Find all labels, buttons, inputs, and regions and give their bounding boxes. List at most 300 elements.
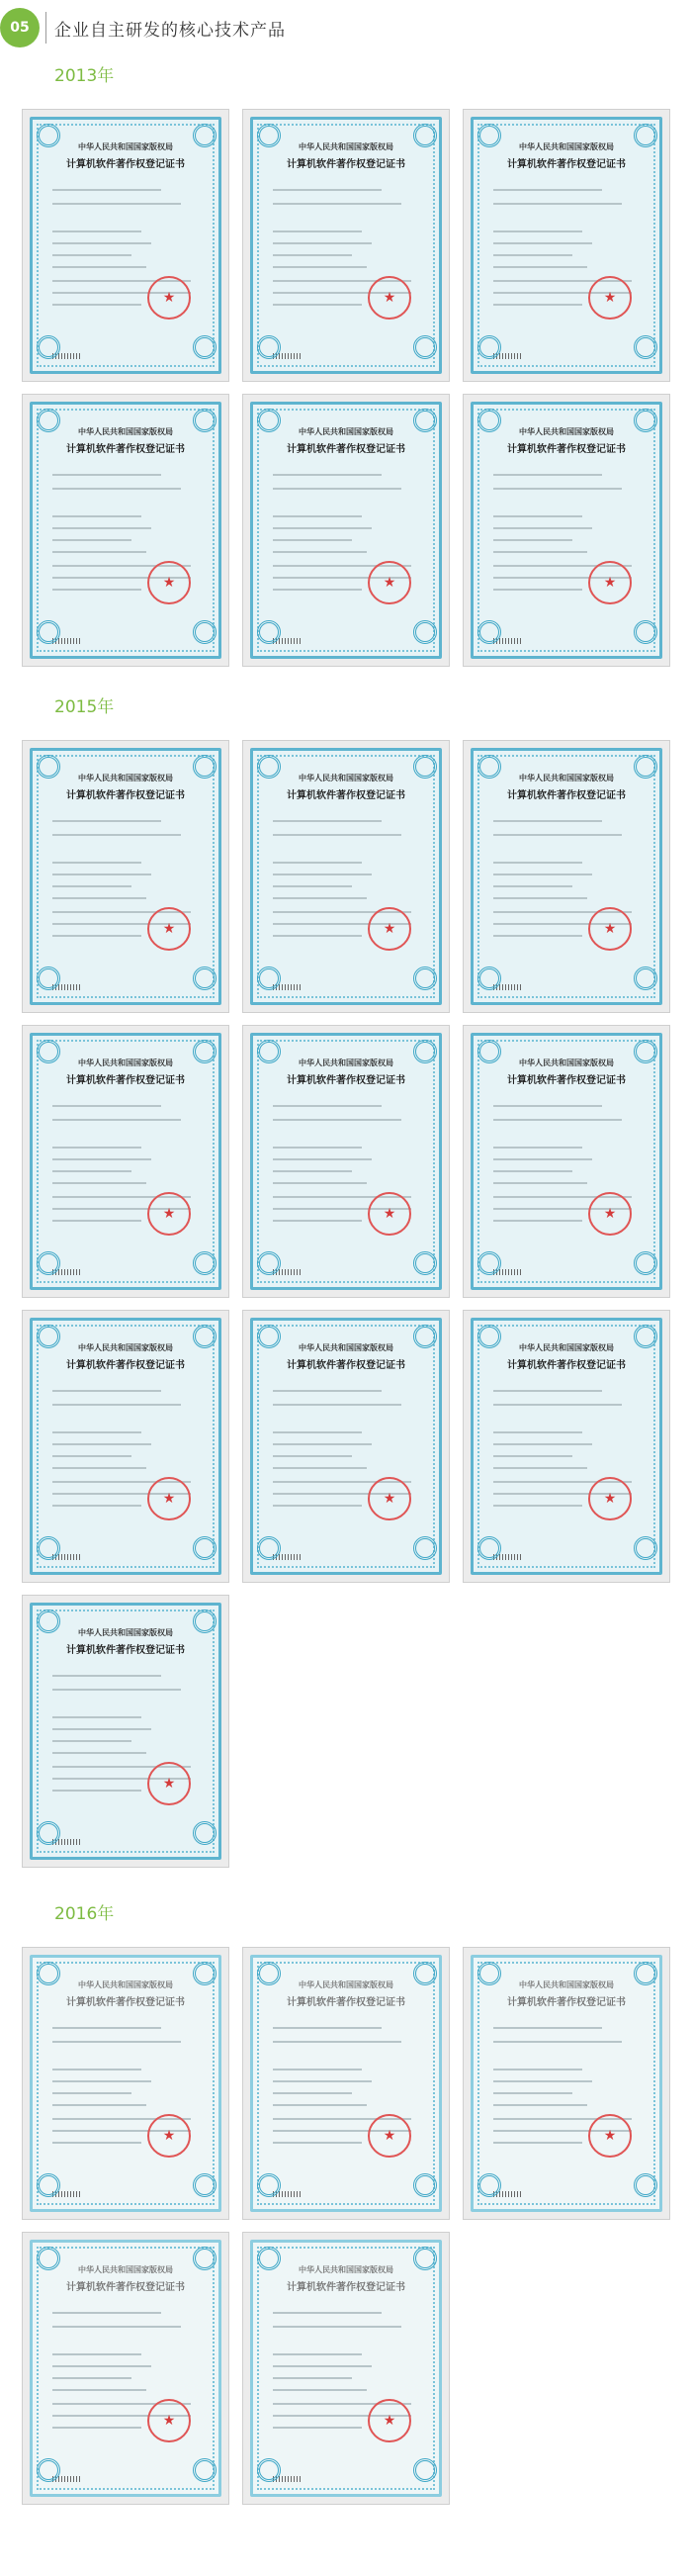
- certificate-text-line: [52, 1443, 151, 1445]
- certificate-image: [250, 1033, 442, 1290]
- certificate-text-line: [52, 1158, 151, 1160]
- certificate-text-line: [493, 820, 602, 822]
- certificate-text-line: [52, 2027, 161, 2029]
- official-seal-icon: ★: [588, 276, 632, 320]
- certificate-text-line: [493, 874, 592, 875]
- certificate-text-line: [493, 2080, 592, 2082]
- certificate-text-line: [273, 862, 362, 864]
- certificate-text-line: [52, 1752, 146, 1754]
- certificate-issuer: 中华人民共和国国家版权局: [519, 1980, 614, 1989]
- certificate-text-line: [52, 589, 141, 591]
- certificate-text-line: [52, 897, 146, 899]
- official-seal-icon: ★: [147, 2114, 191, 2158]
- decorative-corner-icon: [477, 1040, 501, 1063]
- certificate-title: 计算机软件著作权登记证书: [507, 444, 626, 455]
- certificate-issuer: 中华人民共和国国家版权局: [519, 774, 614, 782]
- certificate-text-line: [493, 1404, 622, 1406]
- certificate-text-line: [52, 1790, 141, 1792]
- certificate-text-line: [52, 874, 151, 875]
- certificate-card[interactable]: [463, 1025, 670, 1298]
- certificate-card[interactable]: [242, 2232, 450, 2505]
- certificate-title: 计算机软件著作权登记证书: [287, 790, 405, 801]
- certificate-title: 计算机软件著作权登记证书: [287, 444, 405, 455]
- certificate-issuer: 中华人民共和国国家版权局: [78, 1628, 173, 1637]
- certificate-text-line: [273, 1119, 401, 1121]
- certificate-text-line: [493, 834, 622, 836]
- certificate-image: [30, 117, 221, 374]
- decorative-corner-icon: [477, 335, 501, 359]
- certificate-title: 计算机软件著作权登记证书: [66, 2282, 185, 2293]
- certificate-text-line: [273, 515, 362, 517]
- certificate-text-line: [52, 189, 161, 191]
- certificate-card[interactable]: [463, 1310, 670, 1583]
- certificate-issuer: 中华人民共和国国家版权局: [519, 427, 614, 436]
- decorative-corner-icon: [193, 1610, 216, 1633]
- certificate-image: [30, 2240, 221, 2497]
- decorative-corner-icon: [413, 1251, 437, 1275]
- decorative-corner-icon: [37, 966, 60, 990]
- certificate-text-line: [52, 230, 141, 232]
- certificate-text-line: [273, 488, 401, 490]
- certificate-text-line: [493, 885, 572, 887]
- certificate-text-line: [493, 2069, 582, 2070]
- official-seal-icon: ★: [147, 1192, 191, 1236]
- certificate-card[interactable]: [242, 109, 450, 382]
- decorative-corner-icon: [257, 409, 281, 432]
- certificate-card[interactable]: [242, 394, 450, 667]
- decorative-corner-icon: [193, 1821, 216, 1845]
- decorative-corner-icon: [37, 2458, 60, 2482]
- year-heading: 2013年: [54, 66, 115, 86]
- decorative-corner-icon: [193, 1536, 216, 1560]
- certificate-title: 计算机软件著作权登记证书: [66, 444, 185, 455]
- certificate-text-line: [52, 1467, 146, 1469]
- certificate-text-line: [273, 203, 401, 205]
- year-heading: 2016年: [54, 1904, 115, 1924]
- certificate-text-line: [52, 2353, 141, 2355]
- decorative-corner-icon: [193, 1251, 216, 1275]
- certificate-text-line: [273, 1505, 362, 1507]
- certificate-text-line: [52, 935, 141, 937]
- certificate-text-line: [52, 539, 131, 541]
- certificate-title: 计算机软件著作权登记证书: [66, 159, 185, 170]
- certificate-text-line: [273, 2041, 401, 2043]
- certificate-text-line: [493, 1182, 587, 1184]
- certificate-text-line: [52, 2092, 131, 2094]
- certificate-text-line: [52, 2377, 131, 2379]
- certificate-title: 计算机软件著作权登记证书: [66, 790, 185, 801]
- decorative-corner-icon: [413, 966, 437, 990]
- certificate-text-line: [273, 2104, 367, 2106]
- certificate-text-line: [273, 885, 352, 887]
- certificate-text-line: [493, 242, 592, 244]
- certificate-text-line: [273, 551, 367, 553]
- decorative-corner-icon: [257, 1325, 281, 1348]
- certificate-text-line: [52, 474, 161, 476]
- certificate-issuer: 中华人民共和国国家版权局: [299, 774, 393, 782]
- certificate-image: [250, 2240, 442, 2497]
- certificate-title: 计算机软件著作权登记证书: [287, 1997, 405, 2008]
- official-seal-icon: ★: [368, 2114, 411, 2158]
- certificate-text-line: [52, 2365, 151, 2367]
- certificate-text-line: [273, 2427, 362, 2429]
- certificate-text-line: [273, 589, 362, 591]
- certificate-title: 计算机软件著作权登记证书: [507, 790, 626, 801]
- certificate-text-line: [273, 2353, 362, 2355]
- certificate-text-line: [273, 2080, 372, 2082]
- certificate-text-line: [52, 2142, 141, 2144]
- certificate-text-line: [52, 2312, 161, 2314]
- certificate-image: [30, 1603, 221, 1860]
- certificate-text-line: [52, 2080, 151, 2082]
- certificate-text-line: [273, 1105, 382, 1107]
- decorative-corner-icon: [413, 1536, 437, 1560]
- certificate-issuer: 中华人民共和国国家版权局: [78, 1058, 173, 1067]
- decorative-corner-icon: [634, 1325, 657, 1348]
- certificate-card[interactable]: [463, 394, 670, 667]
- certificate-title: 计算机软件著作权登记证书: [66, 1997, 185, 2008]
- certificate-image: [250, 748, 442, 1005]
- certificate-text-line: [273, 2027, 382, 2029]
- certificate-issuer: 中华人民共和国国家版权局: [519, 1058, 614, 1067]
- certificate-text-line: [493, 474, 602, 476]
- certificate-text-line: [52, 1716, 141, 1718]
- certificate-text-line: [273, 242, 372, 244]
- certificate-card[interactable]: [463, 740, 670, 1013]
- decorative-corner-icon: [37, 755, 60, 779]
- certificate-text-line: [493, 203, 622, 205]
- decorative-corner-icon: [477, 755, 501, 779]
- decorative-corner-icon: [193, 1962, 216, 1985]
- certificate-text-line: [273, 2312, 382, 2314]
- decorative-corner-icon: [193, 1040, 216, 1063]
- decorative-corner-icon: [193, 1325, 216, 1348]
- certificate-text-line: [493, 254, 572, 256]
- certificate-text-line: [273, 1404, 401, 1406]
- certificate-issuer: 中华人民共和国国家版权局: [299, 1343, 393, 1352]
- certificate-text-line: [273, 1170, 352, 1172]
- certificate-image: [30, 402, 221, 659]
- decorative-corner-icon: [413, 2458, 437, 2482]
- certificate-text-line: [493, 527, 592, 529]
- certificate-card[interactable]: [242, 1310, 450, 1583]
- certificate-text-line: [52, 2069, 141, 2070]
- official-seal-icon: ★: [368, 561, 411, 604]
- decorative-corner-icon: [413, 2247, 437, 2270]
- certificate-text-line: [273, 527, 372, 529]
- certificate-text-line: [493, 862, 582, 864]
- certificate-text-line: [493, 230, 582, 232]
- certificate-image: [250, 1318, 442, 1575]
- certificate-text-line: [273, 1431, 362, 1433]
- certificate-image: [30, 1955, 221, 2212]
- certificate-text-line: [52, 2326, 181, 2328]
- certificate-text-line: [493, 1443, 592, 1445]
- decorative-corner-icon: [477, 966, 501, 990]
- certificate-issuer: 中华人民共和国国家版权局: [519, 1343, 614, 1352]
- certificate-card[interactable]: [242, 1025, 450, 1298]
- decorative-corner-icon: [37, 409, 60, 432]
- certificate-issuer: 中华人民共和国国家版权局: [299, 2265, 393, 2274]
- certificate-text-line: [52, 1220, 141, 1222]
- decorative-corner-icon: [37, 1325, 60, 1348]
- official-seal-icon: ★: [147, 1477, 191, 1520]
- certificate-text-line: [273, 897, 367, 899]
- decorative-corner-icon: [634, 1251, 657, 1275]
- certificate-title: 计算机软件著作权登记证书: [287, 1075, 405, 1086]
- certificate-issuer: 中华人民共和国国家版权局: [78, 2265, 173, 2274]
- certificate-text-line: [52, 1505, 141, 1507]
- certificate-text-line: [52, 242, 151, 244]
- certificate-text-line: [273, 1147, 362, 1149]
- certificate-text-line: [493, 488, 622, 490]
- certificate-title: 计算机软件著作权登记证书: [287, 1360, 405, 1371]
- certificate-card[interactable]: [463, 1947, 670, 2220]
- certificate-image: [30, 1318, 221, 1575]
- certificate-image: [471, 117, 662, 374]
- certificate-text-line: [493, 2104, 587, 2106]
- certificate-issuer: 中华人民共和国国家版权局: [299, 142, 393, 151]
- certificate-text-line: [493, 551, 587, 553]
- certificate-text-line: [52, 1105, 161, 1107]
- certificate-text-line: [493, 935, 582, 937]
- decorative-corner-icon: [413, 2173, 437, 2197]
- certificate-title: 计算机软件著作权登记证书: [507, 1360, 626, 1371]
- certificate-text-line: [273, 304, 362, 306]
- decorative-corner-icon: [477, 620, 501, 644]
- certificate-card[interactable]: [22, 2232, 229, 2505]
- certificate-text-line: [273, 834, 401, 836]
- certificate-text-line: [273, 2092, 352, 2094]
- certificate-text-line: [52, 2427, 141, 2429]
- decorative-corner-icon: [257, 2173, 281, 2197]
- decorative-corner-icon: [413, 1962, 437, 1985]
- certificate-text-line: [273, 820, 382, 822]
- certificate-text-line: [52, 1119, 181, 1121]
- certificate-title: 计算机软件著作权登记证书: [287, 159, 405, 170]
- decorative-corner-icon: [37, 1040, 60, 1063]
- certificate-text-line: [493, 1505, 582, 1507]
- decorative-corner-icon: [477, 1325, 501, 1348]
- decorative-corner-icon: [257, 1040, 281, 1063]
- certificate-text-line: [493, 1431, 582, 1433]
- decorative-corner-icon: [37, 2247, 60, 2270]
- certificate-image: [30, 748, 221, 1005]
- certificate-card[interactable]: [22, 109, 229, 382]
- decorative-corner-icon: [193, 2173, 216, 2197]
- certificate-card[interactable]: [463, 109, 670, 382]
- certificate-card[interactable]: [22, 394, 229, 667]
- certificate-text-line: [52, 254, 131, 256]
- decorative-corner-icon: [477, 1536, 501, 1560]
- certificate-text-line: [493, 1158, 592, 1160]
- certificate-text-line: [52, 2041, 181, 2043]
- certificate-text-line: [52, 1147, 141, 1149]
- certificate-title: 计算机软件著作权登记证书: [66, 1360, 185, 1371]
- certificate-text-line: [493, 1147, 582, 1149]
- official-seal-icon: ★: [368, 1192, 411, 1236]
- decorative-corner-icon: [634, 1040, 657, 1063]
- decorative-corner-icon: [634, 1536, 657, 1560]
- certificate-text-line: [273, 1182, 367, 1184]
- decorative-corner-icon: [37, 1251, 60, 1275]
- official-seal-icon: ★: [588, 2114, 632, 2158]
- decorative-corner-icon: [193, 966, 216, 990]
- decorative-corner-icon: [37, 620, 60, 644]
- certificate-title: 计算机软件著作权登记证书: [507, 159, 626, 170]
- decorative-corner-icon: [193, 124, 216, 147]
- certificate-text-line: [493, 2092, 572, 2094]
- decorative-corner-icon: [257, 2458, 281, 2482]
- certificate-text-line: [52, 1689, 181, 1691]
- decorative-corner-icon: [413, 1040, 437, 1063]
- certificate-text-line: [273, 254, 352, 256]
- decorative-corner-icon: [193, 2247, 216, 2270]
- certificate-image: [250, 117, 442, 374]
- certificate-text-line: [273, 2389, 367, 2391]
- certificate-card[interactable]: [242, 740, 450, 1013]
- decorative-corner-icon: [634, 755, 657, 779]
- decorative-corner-icon: [413, 124, 437, 147]
- decorative-corner-icon: [634, 335, 657, 359]
- certificate-text-line: [52, 885, 131, 887]
- certificate-text-line: [273, 2069, 362, 2070]
- certificate-text-line: [273, 539, 352, 541]
- certificate-issuer: 中华人民共和国国家版权局: [299, 1058, 393, 1067]
- decorative-corner-icon: [477, 1962, 501, 1985]
- decorative-corner-icon: [37, 1821, 60, 1845]
- certificate-text-line: [493, 897, 587, 899]
- certificate-text-line: [493, 266, 587, 268]
- certificate-image: [471, 748, 662, 1005]
- certificate-issuer: 中华人民共和国国家版权局: [78, 1980, 173, 1989]
- decorative-corner-icon: [257, 124, 281, 147]
- section-title: 企业自主研发的核心技术产品: [54, 21, 286, 41]
- decorative-corner-icon: [477, 124, 501, 147]
- decorative-corner-icon: [634, 409, 657, 432]
- certificate-text-line: [273, 1390, 382, 1392]
- decorative-corner-icon: [37, 1610, 60, 1633]
- certificate-text-line: [493, 1119, 622, 1121]
- certificate-text-line: [52, 1455, 131, 1457]
- decorative-corner-icon: [257, 1251, 281, 1275]
- decorative-corner-icon: [634, 1962, 657, 1985]
- decorative-corner-icon: [634, 124, 657, 147]
- decorative-corner-icon: [634, 966, 657, 990]
- certificate-text-line: [273, 189, 382, 191]
- certificate-text-line: [52, 1404, 181, 1406]
- certificate-text-line: [493, 2142, 582, 2144]
- certificate-text-line: [52, 551, 146, 553]
- certificate-issuer: 中华人民共和国国家版权局: [78, 1343, 173, 1352]
- decorative-corner-icon: [193, 335, 216, 359]
- certificate-text-line: [273, 2365, 372, 2367]
- section-number-badge: 05: [0, 8, 40, 47]
- decorative-corner-icon: [413, 335, 437, 359]
- certificate-card[interactable]: [242, 1947, 450, 2220]
- certificate-card[interactable]: [22, 1310, 229, 1583]
- certificate-text-line: [52, 304, 141, 306]
- certificate-text-line: [273, 1220, 362, 1222]
- decorative-corner-icon: [257, 2247, 281, 2270]
- certificate-issuer: 中华人民共和国国家版权局: [78, 774, 173, 782]
- certificate-text-line: [52, 834, 181, 836]
- certificate-card[interactable]: [22, 1947, 229, 2220]
- certificate-text-line: [273, 1443, 372, 1445]
- certificate-text-line: [52, 1728, 151, 1730]
- certificate-text-line: [273, 1158, 372, 1160]
- certificate-text-line: [493, 1105, 602, 1107]
- certificate-text-line: [273, 2377, 352, 2379]
- decorative-corner-icon: [477, 1251, 501, 1275]
- decorative-corner-icon: [257, 1536, 281, 1560]
- certificate-text-line: [52, 820, 161, 822]
- decorative-corner-icon: [37, 2173, 60, 2197]
- decorative-corner-icon: [477, 409, 501, 432]
- decorative-corner-icon: [193, 409, 216, 432]
- official-seal-icon: ★: [147, 907, 191, 951]
- certificate-issuer: 中华人民共和国国家版权局: [78, 427, 173, 436]
- certificate-image: [250, 1955, 442, 2212]
- certificate-text-line: [52, 2389, 146, 2391]
- decorative-corner-icon: [193, 755, 216, 779]
- certificate-image: [30, 1033, 221, 1290]
- certificate-card[interactable]: [22, 1025, 229, 1298]
- certificate-title: 计算机软件著作权登记证书: [507, 1997, 626, 2008]
- certificate-text-line: [273, 474, 382, 476]
- decorative-corner-icon: [193, 2458, 216, 2482]
- decorative-corner-icon: [37, 1536, 60, 1560]
- certificate-text-line: [493, 2027, 602, 2029]
- decorative-corner-icon: [634, 2173, 657, 2197]
- certificate-title: 计算机软件著作权登记证书: [287, 2282, 405, 2293]
- certificate-text-line: [493, 2041, 622, 2043]
- certificate-text-line: [52, 488, 181, 490]
- certificate-text-line: [493, 515, 582, 517]
- certificate-text-line: [273, 230, 362, 232]
- certificate-title: 计算机软件著作权登记证书: [66, 1075, 185, 1086]
- certificate-text-line: [52, 2104, 146, 2106]
- certificate-text-line: [52, 1740, 131, 1742]
- decorative-corner-icon: [257, 966, 281, 990]
- certificate-text-line: [273, 2142, 362, 2144]
- official-seal-icon: ★: [368, 1477, 411, 1520]
- certificate-title: 计算机软件著作权登记证书: [66, 1645, 185, 1656]
- official-seal-icon: ★: [147, 276, 191, 320]
- certificate-text-line: [493, 589, 582, 591]
- decorative-corner-icon: [413, 755, 437, 779]
- certificate-card[interactable]: [22, 1595, 229, 1868]
- official-seal-icon: ★: [588, 1192, 632, 1236]
- certificate-text-line: [493, 304, 582, 306]
- decorative-corner-icon: [257, 620, 281, 644]
- page-header: [0, 0, 692, 55]
- official-seal-icon: ★: [147, 1762, 191, 1805]
- certificate-text-line: [52, 1431, 141, 1433]
- certificate-title: 计算机软件著作权登记证书: [507, 1075, 626, 1086]
- certificate-text-line: [52, 1170, 131, 1172]
- decorative-corner-icon: [257, 1962, 281, 1985]
- certificate-card[interactable]: [22, 740, 229, 1013]
- certificate-issuer: 中华人民共和国国家版权局: [299, 427, 393, 436]
- official-seal-icon: ★: [368, 907, 411, 951]
- certificate-image: [471, 1033, 662, 1290]
- decorative-corner-icon: [257, 755, 281, 779]
- certificate-text-line: [493, 189, 602, 191]
- decorative-corner-icon: [37, 124, 60, 147]
- header-divider: [45, 12, 46, 44]
- official-seal-icon: ★: [147, 2399, 191, 2442]
